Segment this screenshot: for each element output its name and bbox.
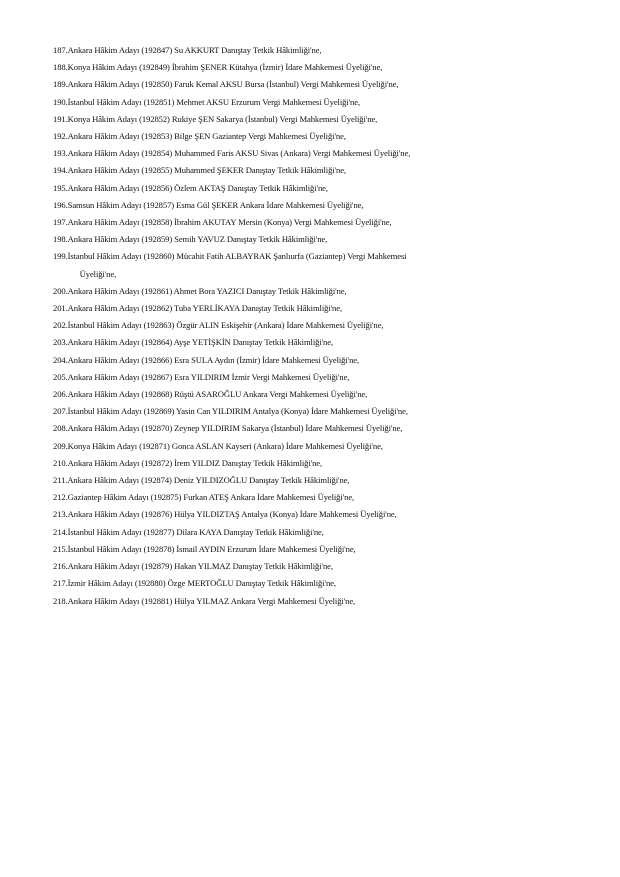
list-item (53, 231, 573, 248)
item-number: 194. (53, 165, 68, 176)
list-item (53, 317, 573, 334)
item-text: İstanbul Hâkim Adayı (192878) İsmail AYDIN Erzurum İdare Mahkemesi Üyeliği'ne, (67, 543, 356, 554)
item-text: Ankara Hâkim Adayı (192868) Rüştü ASAROĞLU Ankara Vergi Mahkemesi Üyeliği'ne, (67, 389, 368, 400)
item-number: 188. (53, 62, 68, 73)
item-number: 218. (53, 595, 68, 606)
appointment-list (53, 42, 573, 610)
list-item (53, 111, 573, 128)
item-text: İstanbul Hâkim Adayı (192851) Mehmet AKSU Erzurum Vergi Mahkemesi Üyeliği'ne, (67, 96, 360, 107)
item-number: 196. (53, 199, 68, 210)
item-text: Ankara Hâkim Adayı (192862) Tuba YERLİKAYA Danıştay Tetkik Hâkimliği'ne, (67, 303, 343, 314)
list-item (53, 94, 573, 111)
item-text: Ankara Hâkim Adayı (192858) İbrahim AKUTAY Mersin (Konya) Vergi Mahkemesi Üyeliği'ne, (67, 217, 392, 228)
list-item (53, 575, 573, 592)
item-text-block (68, 248, 573, 282)
item-number: 210. (53, 457, 68, 468)
item-text: İstanbul Hâkim Adayı (192869) Yasin Can YILDIRIM Antalya (Konya) İdare Mahkemesi Üyeliği'ne, (67, 406, 408, 417)
item-number: 198. (53, 234, 68, 245)
list-item (53, 403, 573, 420)
list-item (53, 42, 573, 59)
item-text: Ankara Hâkim Adayı (192864) Ayşe YETİŞKİN Danıştay Tetkik Hâkimliği'ne, (67, 337, 334, 348)
list-item (53, 128, 573, 145)
item-text: Ankara Hâkim Adayı (192872) İrem YILDIZ Danıştay Tetkik Hâkimliği'ne, (67, 457, 323, 468)
item-number: 213. (53, 509, 68, 520)
list-item (53, 162, 573, 179)
item-number: 208. (53, 423, 68, 434)
list-item (53, 489, 573, 506)
item-text: Ankara Hâkim Adayı (192850) Faruk Kemal AKSU Bursa (İstanbul) Vergi Mahkemesi Üyeliği'ne, (67, 79, 399, 90)
item-number: 201. (53, 303, 68, 314)
item-text: Ankara Hâkim Adayı (192859) Semih YAVUZ Danıştay Tetkik Hâkimliği'ne, (67, 234, 328, 245)
item-number: 192. (53, 131, 68, 142)
list-item (53, 334, 573, 351)
item-number: 193. (53, 148, 68, 159)
item-number: 197. (53, 217, 68, 228)
list-item (53, 248, 573, 282)
list-item (53, 558, 573, 575)
item-number: 187. (53, 45, 68, 55)
item-number: 200. (53, 285, 68, 296)
item-text: Konya Hâkim Adayı (192849) İbrahim ŞENER Kütahya (İzmir) İdare Mahkemesi Üyeliği'ne, (67, 62, 383, 73)
item-number: 204. (53, 354, 68, 365)
item-number: 203. (53, 337, 68, 348)
list-item (53, 369, 573, 386)
item-number: 195. (53, 182, 68, 193)
item-number: 189. (53, 79, 68, 90)
item-text: Ankara Hâkim Adayı (192876) Hülya YILDIZTAŞ Antalya (Konya) İdare Mahkemesi Üyeliği'ne, (67, 509, 397, 520)
list-item (53, 506, 573, 523)
item-number: 211. (53, 475, 68, 486)
list-item (53, 472, 573, 489)
item-text: Ankara Hâkim Adayı (192861) Ahmet Bora YAZICI Danıştay Tetkik Hâkimliği'ne, (67, 285, 347, 296)
list-item (53, 524, 573, 541)
item-text: Ankara Hâkim Adayı (192881) Hülya YILMAZ Ankara Vergi Mahkemesi Üyeliği'ne, (67, 595, 356, 606)
item-text: Ankara Hâkim Adayı (192879) Hakan YILMAZ Danıştay Tetkik Hâkimliği'ne, (67, 561, 333, 572)
item-number: 202. (53, 320, 68, 331)
item-number: 212. (53, 492, 68, 503)
item-text: Ankara Hâkim Adayı (192855) Muhammed ŞEKER Danıştay Tetkik Hâkimliği'ne, (67, 165, 346, 176)
item-number: 205. (53, 371, 68, 382)
list-item (53, 145, 573, 162)
item-number: 209. (53, 440, 68, 451)
item-text: Ankara Hâkim Adayı (192847) Su AKKURT Danıştay Tetkik Hâkimliği'ne, (67, 45, 322, 55)
item-text: Ankara Hâkim Adayı (192856) Özlem AKTAŞ Danıştay Tetkik Hâkimliği'ne, (67, 182, 328, 193)
list-item (53, 180, 573, 197)
item-number: 215. (53, 543, 68, 554)
item-text: Ankara Hâkim Adayı (192874) Deniz YILDIZOĞLU Danıştay Tetkik Hâkimliği'ne, (67, 475, 350, 486)
list-item (53, 352, 573, 369)
list-item (53, 283, 573, 300)
item-text: Gaziantep Hâkim Adayı (192875) Furkan ATEŞ Ankara İdare Mahkemesi Üyeliği'ne, (67, 492, 355, 503)
item-number: 216. (53, 561, 68, 572)
list-item (53, 455, 573, 472)
item-text: İstanbul Hâkim Adayı (192877) Dilara KAYA Danıştay Tetkik Hâkimliği'ne, (67, 526, 324, 537)
item-text: İzmir Hâkim Adayı (192880) Özge MERTOĞLU Danıştay Tetkik Hâkimliği'ne, (67, 578, 336, 589)
item-text: Samsun Hâkim Adayı (192857) Esma Gül ŞEKER Ankara İdare Mahkemesi Üyeliği'ne, (67, 199, 364, 210)
list-item (53, 214, 573, 231)
item-number: 191. (53, 113, 68, 124)
item-number: 206. (53, 389, 68, 400)
list-item (53, 593, 573, 610)
list-item (53, 300, 573, 317)
item-number: 199. (53, 251, 68, 262)
list-item (53, 438, 573, 455)
item-text: Ankara Hâkim Adayı (192853) Bilge ŞEN Gaziantep Vergi Mahkemesi Üyeliği'ne, (67, 131, 346, 142)
item-text: Ankara Hâkim Adayı (192854) Muhammed Faris AKSU Sivas (Ankara) Vergi Mahkemesi Üyeliği'ne, (67, 148, 411, 159)
list-item (53, 76, 573, 93)
item-number: 190. (53, 96, 68, 107)
item-number: 217. (53, 578, 68, 589)
item-number: 207. (53, 406, 68, 417)
list-item (53, 386, 573, 403)
item-text: Ankara Hâkim Adayı (192866) Esra SULA Aydın (İzmir) İdare Mahkemesi Üyeliği'ne, (67, 354, 360, 365)
item-text: Konya Hâkim Adayı (192852) Rukiye ŞEN Sakarya (İstanbul) Vergi Mahkemesi Üyeliği'ne, (67, 113, 378, 124)
list-item (53, 420, 573, 437)
item-text: İstanbul Hâkim Adayı (192863) Özgür ALIN Eskişehir (Ankara) İdare Mahkemesi Üyeliği'ne, (67, 320, 384, 331)
item-text: İstanbul Hâkim Adayı (192860) Mücahit Fatih ALBAYRAK Şanlıurfa (Gaziantep) Vergi Mahkemesi (67, 251, 407, 262)
list-item (53, 197, 573, 214)
item-number: 214. (53, 526, 68, 537)
item-text-continuation: Üyeliği'ne, (79, 268, 117, 279)
item-text: Ankara Hâkim Adayı (192870) Zeynep YILDIRIM Sakarya (İstanbul) İdare Mahkemesi Üyeliği'ne, (67, 423, 403, 434)
list-item (53, 59, 573, 76)
item-text: Konya Hâkim Adayı (192871) Gonca ASLAN Kayseri (Ankara) İdare Mahkemesi Üyeliği'ne, (67, 440, 383, 451)
list-item (53, 541, 573, 558)
item-text: Ankara Hâkim Adayı (192867) Esra YILDIRIM İzmir Vergi Mahkemesi Üyeliği'ne, (67, 371, 350, 382)
